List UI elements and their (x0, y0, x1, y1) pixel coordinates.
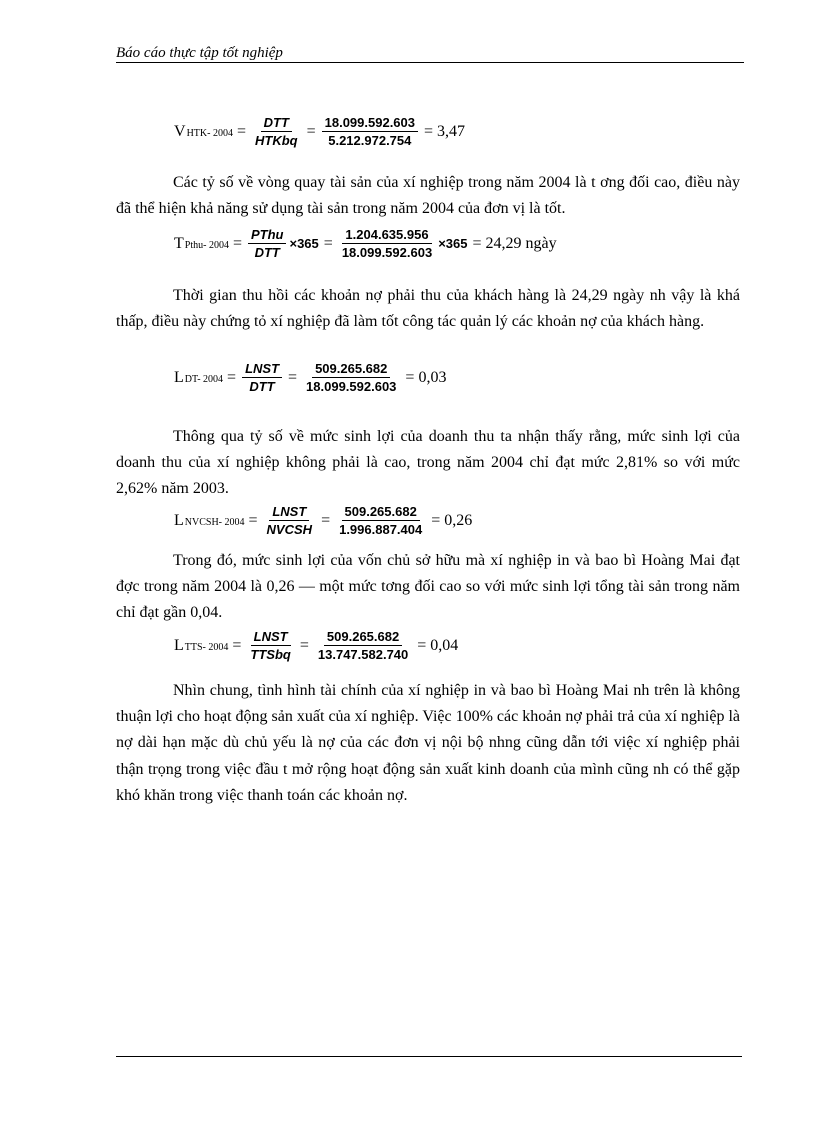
fraction-symbolic: $\frac{\text{PThu}}{\text{DTT}}$ (248, 226, 287, 261)
formula-lhs: L NVCSH- 2004 (174, 511, 245, 529)
fraction-numeric: $\frac{509.265.682}{18.099.592.603}$ (306, 361, 397, 394)
paragraph-3: Thông qua tỷ số về mức sinh lợi của doanh thu ta nhận thấy rằng, mức sinh lợi của doanh thu của xí nghiệp không phải là cao, trong năm 2004 chỉ đạt mức 2,81% so với mức 2,62% năm 2003. (116, 428, 740, 498)
formula-result: = 0,04 (417, 636, 459, 654)
formula-lhs: T Pthu- 2004 (174, 234, 229, 252)
fraction-symbolic: $\frac{\text{LNST}}{\text{DTT}}$ (242, 360, 282, 395)
fraction-numeric: $\frac{1.204.635.956}{18.099.592.603}$ (341, 227, 433, 260)
paragraph-4: Trong đó, mức sinh lợi của vốn chủ sở hữu mà xí nghiệp in và bao bì Hoàng Mai đạt đợc trong năm 2004 là 0,26 — một mức tơng đối cao so với mức sinh lợi tổng tài sản trong năm chỉ đạt gần 0,04. (116, 552, 740, 622)
fraction-symbolic: $\frac{\text{LNST}}{\text{NVCSH}}$ (266, 504, 313, 537)
formula-result: = 0,26 (431, 511, 473, 529)
paragraph-1: Các tỷ số về vòng quay tài sản của xí nghiệp trong năm 2004 là t ơng đối cao, điều này đã thể hiện khả năng sử dụng tài sản trong năm 2004 của đơn vị là tốt. (116, 174, 740, 218)
formula-result: = 3,47 (424, 122, 466, 140)
formula-revenue-profitability: L DT- 2004 = $\frac{\text{LNST}}{\text{DTT}}$ = $\frac{509.265.682}{18.099.592.603}$ = 0,03 (174, 361, 447, 394)
formula-lhs: L TTS- 2004 (174, 636, 229, 654)
formula-lhs: V HTK- 2004 (174, 122, 233, 140)
fraction-numeric: $\frac{18.099.592.603}{5.212.972.754}$ (322, 114, 418, 149)
paragraph-2: Thời gian thu hồi các khoản nợ phải thu của khách hàng là 24,29 ngày nh vậy là khá thấp, điều này chứng tỏ xí nghiệp đã làm tốt công tác quản lý các khoản nợ của khách hàng. (116, 287, 740, 331)
footer-rule (116, 1056, 742, 1057)
header-rule (116, 62, 744, 63)
formula-receivable-period: T Pthu- 2004 = $\frac{\text{PThu}}{\text{DTT}}$ ×365 = $\frac{1.204.635.956}{18.099.592.603}$ ×365 = 24,29 ngày (174, 227, 557, 260)
fraction-symbolic: $\frac{\text{LNST}}{\text{TTSbq}}$ (250, 629, 291, 662)
paragraph-5: Nhìn chung, tình hình tài chính của xí nghiệp in và bao bì Hoàng Mai nh trên là không thuận lợi cho hoạt động sản xuất của xí nghiệp. Việc 100% các khoản nợ phải trả của xí nghiệp là nợ dài hạn mặc dù chủ yếu là nợ của các đơn vị nội bộ nhng cũng dẫn tới việc xí nghiệp phải thận trọng trong việc đầu t mở rộng hoạt động sản xuất kinh doanh của mình cũng nh có thể gặp khó khăn trong việc thanh toán các khoản nợ. (116, 682, 740, 804)
fraction-numeric: $\frac{509.265.682}{13.747.582.740}$ (317, 629, 409, 662)
fraction-symbolic: $\frac{\text{DTT}}{\text{HTKbq}}$ (254, 115, 298, 148)
formula-inventory-turnover: V HTK- 2004 = $\frac{\text{DTT}}{\text{HTKbq}}$ = $\frac{18.099.592.603}{5.212.972.754}$ = 3,47 (174, 115, 466, 148)
formula-result: = 24,29 ngày (472, 234, 557, 252)
fraction-numeric: $\frac{509.265.682}{1.996.887.404}$ (339, 504, 423, 537)
formula-result: = 0,03 (405, 368, 447, 386)
formula-equity-profitability: L NVCSH- 2004 = $\frac{\text{LNST}}{\text{NVCSH}}$ = $\frac{509.265.682}{1.996.887.404}$ = 0,26 (174, 504, 473, 537)
formula-lhs: L DT- 2004 (174, 368, 224, 386)
page-header: Báo cáo thực tập tốt nghiệp (116, 45, 283, 61)
formula-asset-profitability: L TTS- 2004 = $\frac{\text{LNST}}{\text{TTSbq}}$ = $\frac{509.265.682}{13.747.582.740}$ = 0,04 (174, 629, 459, 662)
